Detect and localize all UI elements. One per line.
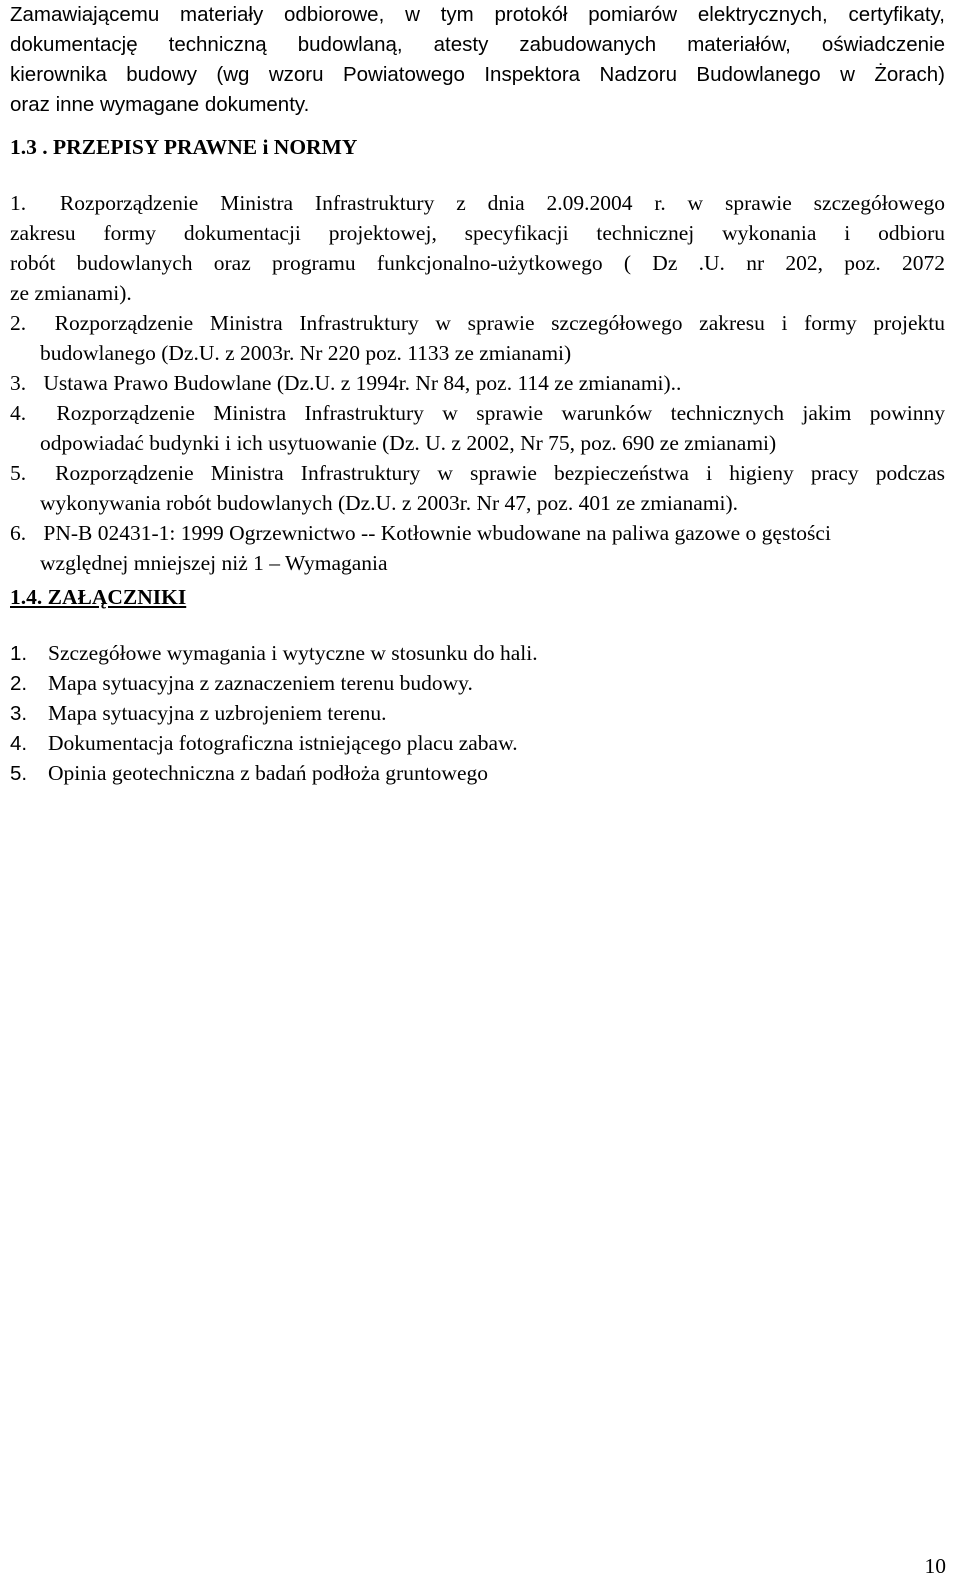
item-text: Dokumentacja fotograficzna istniejącego placu zabaw. [48, 731, 518, 755]
regulation-item [10, 368, 945, 398]
list-item [10, 698, 945, 728]
intro-paragraph [10, 0, 945, 120]
item-text: Mapa sytuacyjna z zaznaczeniem terenu budowy. [48, 671, 473, 695]
item-number: 4. [10, 732, 28, 755]
item-text-line: ze zmianami). [10, 281, 132, 305]
item-text-line: wykonywania robót budowlanych (Dz.U. z 2003r. Nr 47, poz. 401 ze zmianami). [40, 491, 738, 515]
item-number: 4. [10, 401, 27, 425]
intro-line: kierownika budowy (wg wzoru Powiatowego Inspektora Nadzoru Budowlanego w Żorach) [10, 63, 945, 86]
item-number: 2. [10, 672, 28, 695]
item-number: 5. [10, 762, 28, 785]
item-text-line: względnej mniejszej niż 1 – Wymagania [40, 551, 388, 575]
item-number: 6. [10, 521, 27, 545]
regulation-item [10, 458, 945, 518]
item-text-line: Rozporządzenie Ministra Infrastruktury w sprawie szczegółowego zakresu i formy projektu [54, 311, 945, 335]
list-item [10, 638, 945, 668]
regulation-item [10, 398, 945, 458]
intro-line: Zamawiającemu materiały odbiorowe, w tym protokół pomiarów elektrycznych, certyfikaty, [10, 3, 945, 26]
intro-line: oraz inne wymagane dokumenty. [10, 93, 310, 116]
item-number: 5. [10, 461, 27, 485]
item-number: 1. [10, 191, 27, 215]
list-item [10, 668, 945, 698]
regulation-item [10, 308, 945, 368]
item-text-line: zakresu formy dokumentacji projektowej, specyfikacji technicznej wykonania i odbioru [10, 221, 945, 245]
regulation-item [10, 518, 945, 578]
item-text: Opinia geotechniczna z badań podłoża gruntowego [48, 761, 488, 785]
page-number: 10 [924, 1554, 946, 1578]
section-heading-regulations: 1.3 . PRZEPISY PRAWNE i NORMY [10, 135, 358, 159]
item-number: 2. [10, 311, 27, 335]
attachments-list [10, 638, 945, 788]
item-text-line: robót budowlanych oraz programu funkcjonalno-użytkowego ( Dz .U. nr 202, poz. 2072 [10, 251, 945, 275]
item-number: 1. [10, 642, 28, 665]
item-text-line: Rozporządzenie Ministra Infrastruktury w sprawie warunków technicznych jakim powinny [56, 401, 945, 425]
item-text-line: Rozporządzenie Ministra Infrastruktury w sprawie bezpieczeństwa i higieny pracy podczas [55, 461, 945, 485]
list-item [10, 758, 945, 788]
item-text: Mapa sytuacyjna z uzbrojeniem terenu. [48, 701, 387, 725]
item-number: 3. [10, 371, 27, 395]
section-heading-attachments: 1.4. ZAŁĄCZNIKI [10, 585, 187, 609]
item-text-line: Rozporządzenie Ministra Infrastruktury z dnia 2.09.2004 r. w sprawie szczegółowego [59, 191, 946, 215]
item-text-line: PN-B 02431-1: 1999 Ogrzewnictwo -- Kotłownie wbudowane na paliwa gazowe o gęstości [43, 521, 831, 545]
intro-line: dokumentację techniczną budowlaną, atesty zabudowanych materiałów, oświadczenie [10, 33, 945, 56]
item-text: Szczegółowe wymagania i wytyczne w stosunku do hali. [48, 641, 538, 665]
item-text-line: Ustawa Prawo Budowlane (Dz.U. z 1994r. Nr 84, poz. 114 ze zmianami).. [43, 371, 682, 395]
item-text-line: budowlanego (Dz.U. z 2003r. Nr 220 poz. 1133 ze zmianami) [40, 341, 572, 365]
item-text-line: odpowiadać budynki i ich usytuowanie (Dz. U. z 2002, Nr 75, poz. 690 ze zmianami) [40, 431, 777, 455]
list-item [10, 728, 945, 758]
item-number: 3. [10, 702, 28, 725]
regulation-item [10, 188, 945, 308]
